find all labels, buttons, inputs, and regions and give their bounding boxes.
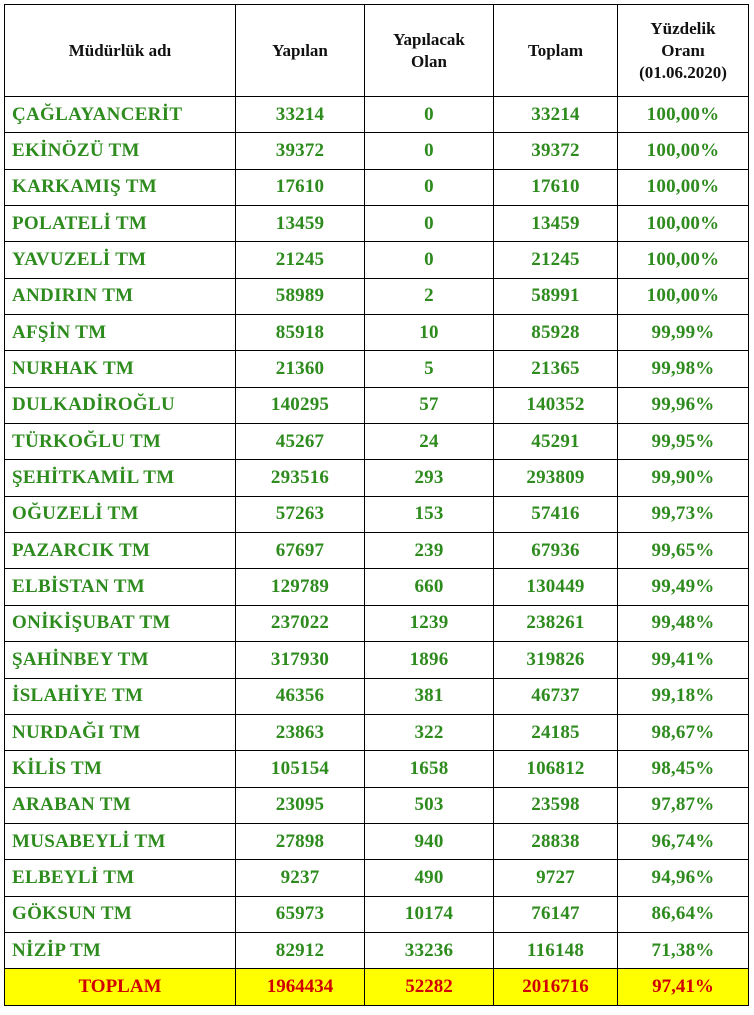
header-pct-line1: Yüzdelik bbox=[650, 18, 716, 38]
table-row bbox=[5, 605, 749, 641]
header-row bbox=[5, 5, 749, 97]
cell-done: 293516 bbox=[236, 460, 365, 496]
cell-pct: 100,00% bbox=[618, 206, 749, 242]
table-row bbox=[5, 569, 749, 605]
cell-pct: 100,00% bbox=[618, 169, 749, 205]
cell-total: 39372 bbox=[494, 133, 618, 169]
cell-pct: 71,38% bbox=[618, 932, 749, 968]
table-row bbox=[5, 787, 749, 823]
cell-todo: 322 bbox=[365, 714, 494, 750]
cell-name: YAVUZELİ TM bbox=[5, 242, 236, 278]
cell-pct: 99,48% bbox=[618, 605, 749, 641]
cell-pct: 96,74% bbox=[618, 823, 749, 859]
cell-name: NİZİP TM bbox=[5, 932, 236, 968]
cell-done: 57263 bbox=[236, 496, 365, 532]
cell-done: 140295 bbox=[236, 387, 365, 423]
cell-done: 237022 bbox=[236, 605, 365, 641]
cell-pct: 99,98% bbox=[618, 351, 749, 387]
table-row bbox=[5, 315, 749, 351]
table-row bbox=[5, 133, 749, 169]
table-row bbox=[5, 351, 749, 387]
cell-pct: 94,96% bbox=[618, 860, 749, 896]
total-total: 2016716 bbox=[494, 969, 618, 1006]
cell-todo: 10174 bbox=[365, 896, 494, 932]
header-todo-line2: Olan bbox=[411, 51, 447, 71]
cell-done: 85918 bbox=[236, 315, 365, 351]
cell-name: POLATELİ TM bbox=[5, 206, 236, 242]
table-row bbox=[5, 751, 749, 787]
cell-done: 82912 bbox=[236, 932, 365, 968]
total-label: TOPLAM bbox=[5, 969, 236, 1006]
cell-todo: 2 bbox=[365, 278, 494, 314]
cell-name: ŞEHİTKAMİL TM bbox=[5, 460, 236, 496]
cell-todo: 10 bbox=[365, 315, 494, 351]
cell-total: 76147 bbox=[494, 896, 618, 932]
cell-total: 33214 bbox=[494, 97, 618, 133]
cell-total: 238261 bbox=[494, 605, 618, 641]
cell-total: 67936 bbox=[494, 533, 618, 569]
cell-total: 45291 bbox=[494, 424, 618, 460]
cell-total: 106812 bbox=[494, 751, 618, 787]
cell-done: 105154 bbox=[236, 751, 365, 787]
cell-pct: 99,90% bbox=[618, 460, 749, 496]
cell-name: EKİNÖZÜ TM bbox=[5, 133, 236, 169]
cell-done: 39372 bbox=[236, 133, 365, 169]
cell-name: ELBİSTAN TM bbox=[5, 569, 236, 605]
cell-todo: 5 bbox=[365, 351, 494, 387]
cell-done: 33214 bbox=[236, 97, 365, 133]
cell-todo: 24 bbox=[365, 424, 494, 460]
cell-todo: 381 bbox=[365, 678, 494, 714]
cell-done: 46356 bbox=[236, 678, 365, 714]
cell-pct: 99,18% bbox=[618, 678, 749, 714]
cell-name: MUSABEYLİ TM bbox=[5, 823, 236, 859]
table-row bbox=[5, 242, 749, 278]
header-name: Müdürlük adı bbox=[5, 5, 236, 97]
cell-total: 58991 bbox=[494, 278, 618, 314]
cell-name: İSLAHİYE TM bbox=[5, 678, 236, 714]
cell-name: PAZARCIK TM bbox=[5, 533, 236, 569]
cell-total: 9727 bbox=[494, 860, 618, 896]
cell-done: 27898 bbox=[236, 823, 365, 859]
header-pct-line2: Oranı bbox=[661, 40, 705, 60]
cell-name: TÜRKOĞLU TM bbox=[5, 424, 236, 460]
cell-pct: 100,00% bbox=[618, 278, 749, 314]
total-pct: 97,41% bbox=[618, 969, 749, 1006]
cell-todo: 293 bbox=[365, 460, 494, 496]
table-row bbox=[5, 860, 749, 896]
cell-todo: 0 bbox=[365, 97, 494, 133]
cell-done: 129789 bbox=[236, 569, 365, 605]
table-row bbox=[5, 206, 749, 242]
cell-pct: 98,45% bbox=[618, 751, 749, 787]
table-footer bbox=[5, 969, 749, 1006]
header-total: Toplam bbox=[494, 5, 618, 97]
cell-done: 65973 bbox=[236, 896, 365, 932]
cell-done: 67697 bbox=[236, 533, 365, 569]
header-todo-line1: Yapılacak bbox=[393, 29, 465, 49]
cell-pct: 86,64% bbox=[618, 896, 749, 932]
cell-total: 130449 bbox=[494, 569, 618, 605]
cell-pct: 99,99% bbox=[618, 315, 749, 351]
total-todo: 52282 bbox=[365, 969, 494, 1006]
cell-pct: 99,49% bbox=[618, 569, 749, 605]
total-row bbox=[5, 969, 749, 1006]
cell-pct: 100,00% bbox=[618, 242, 749, 278]
cell-pct: 100,00% bbox=[618, 133, 749, 169]
header-pct bbox=[618, 5, 749, 97]
table-row bbox=[5, 496, 749, 532]
table-row bbox=[5, 714, 749, 750]
cell-pct: 100,00% bbox=[618, 97, 749, 133]
table-row bbox=[5, 642, 749, 678]
cell-total: 46737 bbox=[494, 678, 618, 714]
cell-name: ONİKİŞUBAT TM bbox=[5, 605, 236, 641]
cell-name: KARKAMIŞ TM bbox=[5, 169, 236, 205]
cell-todo: 503 bbox=[365, 787, 494, 823]
cell-todo: 239 bbox=[365, 533, 494, 569]
table-row bbox=[5, 278, 749, 314]
table-row bbox=[5, 896, 749, 932]
cell-name: ÇAĞLAYANCERİT bbox=[5, 97, 236, 133]
table-row bbox=[5, 823, 749, 859]
cell-name: ARABAN TM bbox=[5, 787, 236, 823]
cell-pct: 97,87% bbox=[618, 787, 749, 823]
table-header bbox=[5, 5, 749, 97]
cell-pct: 99,41% bbox=[618, 642, 749, 678]
cell-pct: 99,95% bbox=[618, 424, 749, 460]
table-row bbox=[5, 533, 749, 569]
cell-todo: 0 bbox=[365, 242, 494, 278]
cell-total: 23598 bbox=[494, 787, 618, 823]
cell-total: 57416 bbox=[494, 496, 618, 532]
cell-total: 319826 bbox=[494, 642, 618, 678]
cell-done: 21245 bbox=[236, 242, 365, 278]
cell-done: 45267 bbox=[236, 424, 365, 460]
table-row bbox=[5, 932, 749, 968]
cell-name: ELBEYLİ TM bbox=[5, 860, 236, 896]
cell-name: DULKADİROĞLU bbox=[5, 387, 236, 423]
cell-todo: 0 bbox=[365, 206, 494, 242]
cell-todo: 153 bbox=[365, 496, 494, 532]
cell-todo: 33236 bbox=[365, 932, 494, 968]
cell-todo: 0 bbox=[365, 169, 494, 205]
table-row bbox=[5, 424, 749, 460]
header-pct-line3: (01.06.2020) bbox=[639, 62, 727, 82]
cell-done: 23863 bbox=[236, 714, 365, 750]
cell-total: 140352 bbox=[494, 387, 618, 423]
cell-pct: 98,67% bbox=[618, 714, 749, 750]
cell-total: 28838 bbox=[494, 823, 618, 859]
table-row bbox=[5, 678, 749, 714]
cell-name: GÖKSUN TM bbox=[5, 896, 236, 932]
cell-total: 21365 bbox=[494, 351, 618, 387]
cell-todo: 940 bbox=[365, 823, 494, 859]
cell-done: 21360 bbox=[236, 351, 365, 387]
cell-name: NURDAĞI TM bbox=[5, 714, 236, 750]
table-row bbox=[5, 460, 749, 496]
cell-pct: 99,65% bbox=[618, 533, 749, 569]
cell-name: ANDIRIN TM bbox=[5, 278, 236, 314]
cell-name: NURHAK TM bbox=[5, 351, 236, 387]
cell-total: 21245 bbox=[494, 242, 618, 278]
cell-total: 85928 bbox=[494, 315, 618, 351]
cell-pct: 99,96% bbox=[618, 387, 749, 423]
cell-total: 17610 bbox=[494, 169, 618, 205]
header-done: Yapılan bbox=[236, 5, 365, 97]
cell-todo: 490 bbox=[365, 860, 494, 896]
cell-todo: 660 bbox=[365, 569, 494, 605]
table-row bbox=[5, 387, 749, 423]
header-todo bbox=[365, 5, 494, 97]
cell-done: 23095 bbox=[236, 787, 365, 823]
table-container bbox=[4, 4, 748, 1006]
cell-name: AFŞİN TM bbox=[5, 315, 236, 351]
directorate-table bbox=[4, 4, 749, 1006]
cell-todo: 1896 bbox=[365, 642, 494, 678]
cell-pct: 99,73% bbox=[618, 496, 749, 532]
cell-total: 116148 bbox=[494, 932, 618, 968]
cell-name: KİLİS TM bbox=[5, 751, 236, 787]
cell-todo: 0 bbox=[365, 133, 494, 169]
table-body bbox=[5, 97, 749, 969]
cell-total: 13459 bbox=[494, 206, 618, 242]
cell-done: 9237 bbox=[236, 860, 365, 896]
total-done: 1964434 bbox=[236, 969, 365, 1006]
cell-total: 24185 bbox=[494, 714, 618, 750]
cell-todo: 1658 bbox=[365, 751, 494, 787]
cell-name: OĞUZELİ TM bbox=[5, 496, 236, 532]
cell-todo: 57 bbox=[365, 387, 494, 423]
table-row bbox=[5, 169, 749, 205]
cell-done: 17610 bbox=[236, 169, 365, 205]
cell-done: 317930 bbox=[236, 642, 365, 678]
cell-done: 58989 bbox=[236, 278, 365, 314]
cell-done: 13459 bbox=[236, 206, 365, 242]
cell-total: 293809 bbox=[494, 460, 618, 496]
table-row bbox=[5, 97, 749, 133]
cell-todo: 1239 bbox=[365, 605, 494, 641]
cell-name: ŞAHİNBEY TM bbox=[5, 642, 236, 678]
